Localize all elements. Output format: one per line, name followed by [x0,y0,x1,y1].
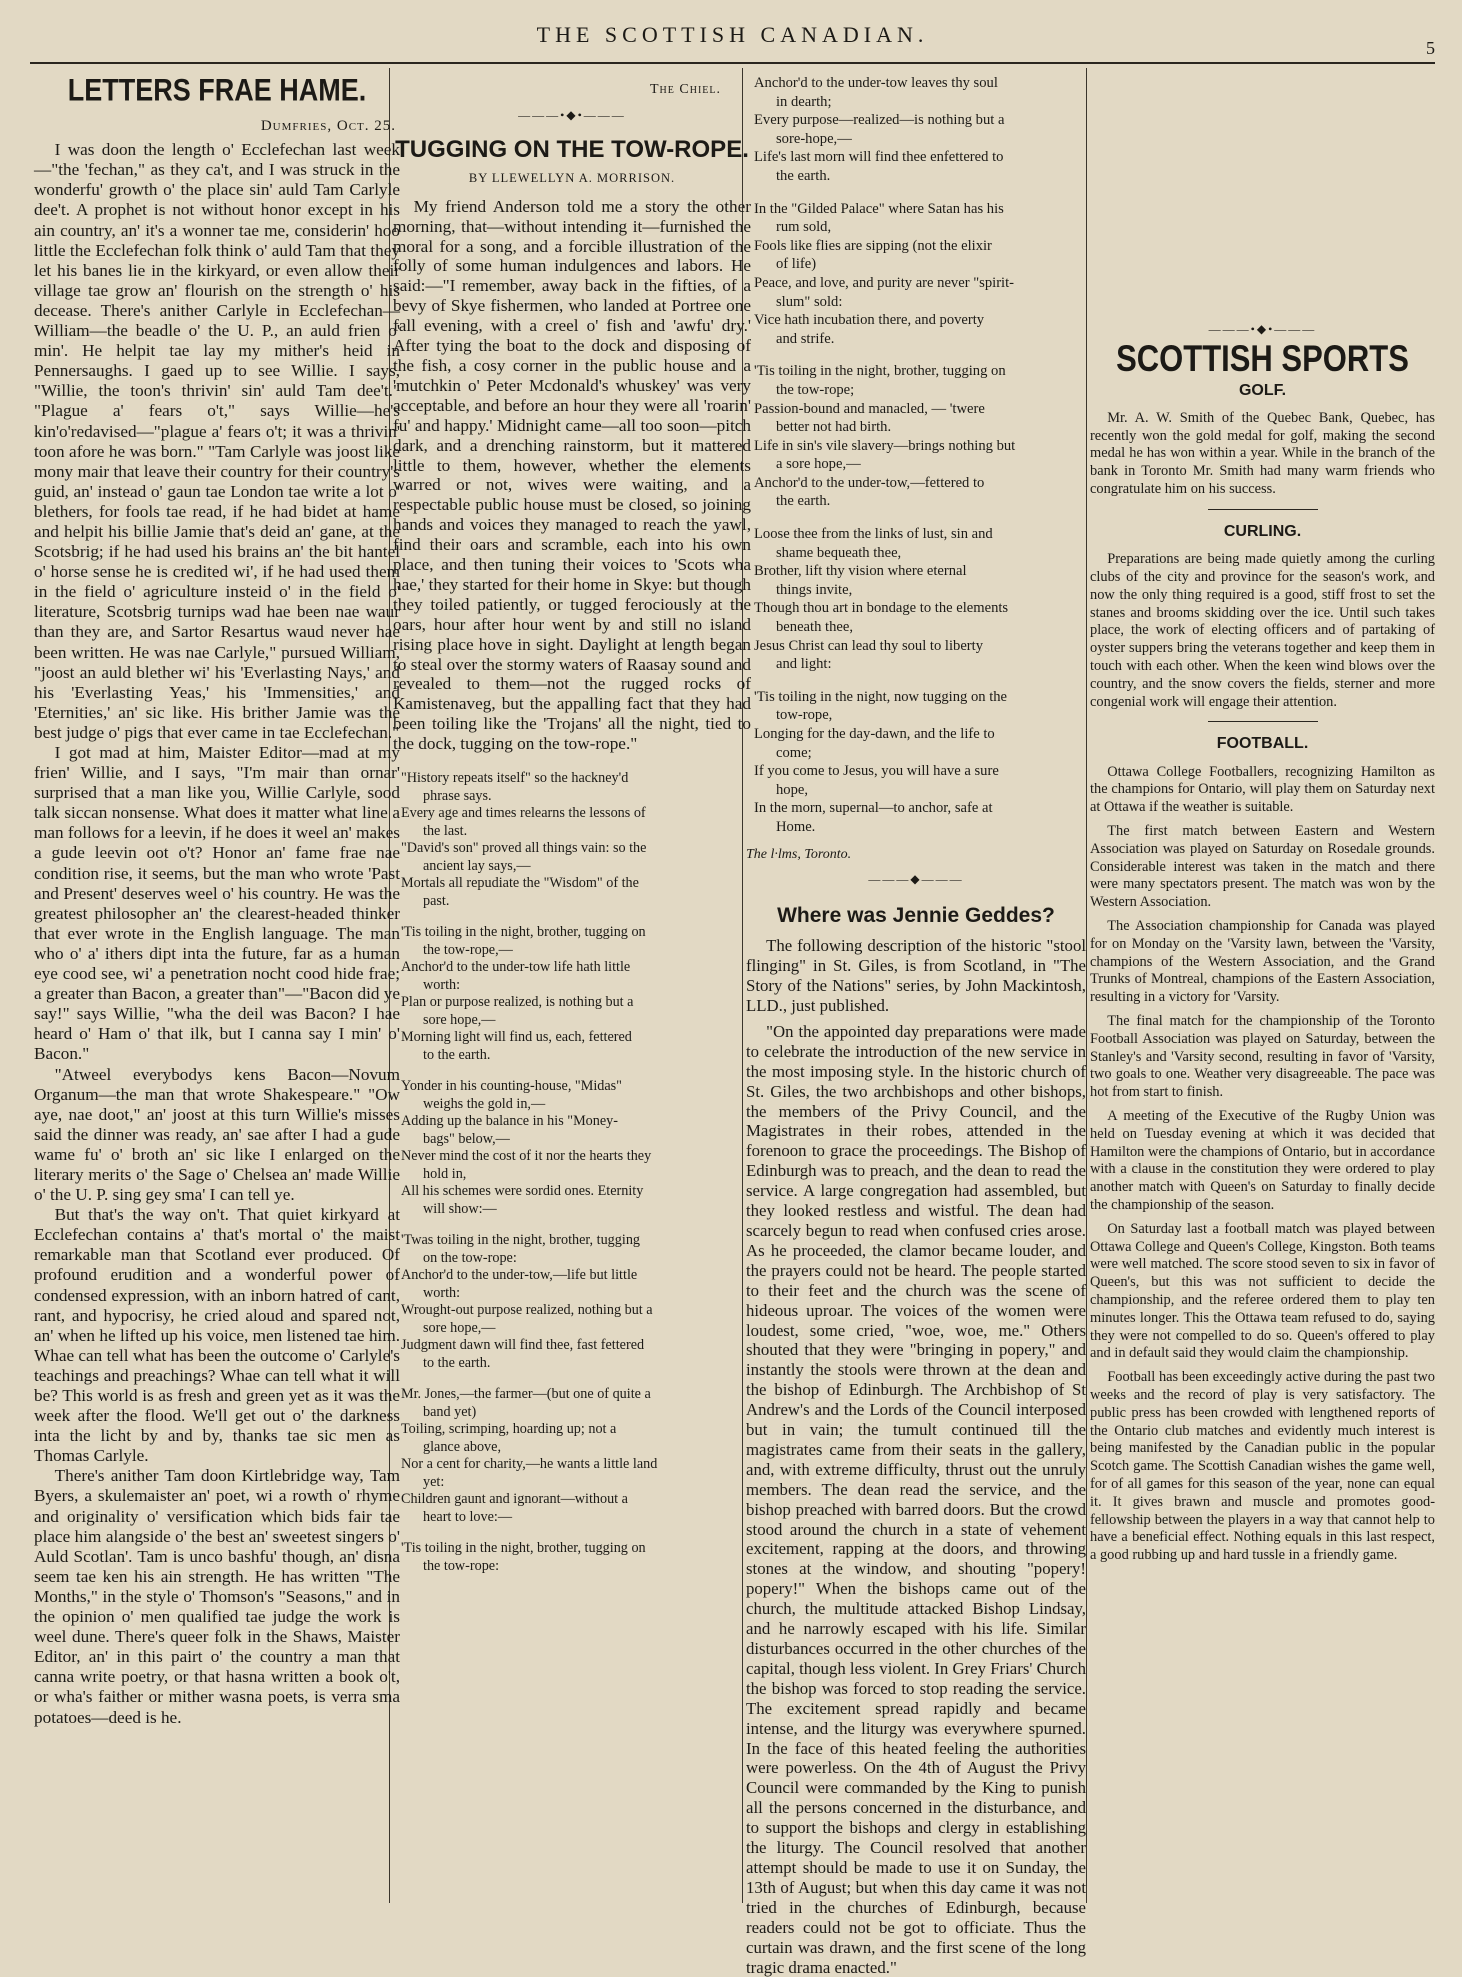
masthead [30,0,1435,60]
jennie-headline: Where was Jennie Geddes? [777,904,1055,928]
poem-line: In the morn, supernal—to anchor, safe at [754,800,993,817]
poem-line: Life in sin's vile slavery—brings nothing but [754,437,1016,454]
letters-paragraph: I was doon the length o' Ecclefechan last week—"the 'fechan," as they ca't, and I was struck in the wonderfu' growth o' the place sin' auld Tam Carlyle dee't. A prophet is not without honor except in his ain country, an' it's a wonner tae me, considerin' hoo little the Ecclefechan folk think o' auld Tam that they let his banes lie in the kirkyard, or even allow their village tae grow an' flourish on the strength o' his decease. There's anither Carlyle in Ecclefechan—William—the beadle o' the U. P., an auld frien o' min'. He helpit tae lay my mither's heid in Pennersaughs. I gaed up to see Willie. I says, "Willie, the toon's thrivin' sin' auld Tam dee't." "Plague a' fears o't," says Willie—he's kin'o'redavised—"plague a' fears o't; it was a thrivin' toon afore he was born." "Tam Carlyle was joost like mony mair that leave their country for their country's guid, an' instead o' gaun tae London tae write a lot o' blethers, for fools tae read, if he had bidet at hame and helpit his billie Jamie that's deid an' gane, at the Scotsbrig; if he had used his brains an' the bit hantel o' horse sense he is credited wi', if he had used them in the field o' agriculture insteid o' in the field o' literature, Scotsbrig turnips wad hae been nae waur than they are, and Sartor Resartus waud never hae been written. He was nae Carlyle," pursued William, "joost an auld blether wi' his 'Everlasting Nays,' and his 'Everlasting Yeas,' his 'Immensities,' and 'Eternities,' an' sic like. His brither Jamie was the best judge o' pigs that ever came in tae Ecclefechan." [34,140,400,742]
poem-line: Peace, and love, and purity are never "spirit- [754,274,1015,291]
poem-stanza [746,74,1086,186]
poem-line: Fools like flies are sipping (not the elixir [754,237,992,254]
section-ornament: ———◆——— [868,872,964,887]
football-heading: FOOTBALL. [1216,735,1309,753]
poem-line: Nor a cent for charity,—he wants a little land [401,1456,658,1473]
golf-heading: GOLF. [1238,381,1287,399]
poem-stanza [393,924,751,1064]
letters-paragraph: There's anither Tam doon Kirtlebridge way, Tam Byers, a skulemaister an' poet, wi a rowth o' rhyme and originality o' versification which bids fair tae place him alangside o' the best an' sweetest singers o' Auld Scotlan'. Tam is unco bashfu' though, an' disna seem tae ken his ain strength. He has written "The Months," in the style o' Thomson's "Seasons," and in the opinion o' men qualified tae judge the work is weel dune. There's queer folk in the Shaws, Maister Editor, an' in this pairt o' the country a man that canna write poetry, or that hasna written a book o't, or wha's faither or mither wasna poets, is verra sma potatoes—deed is he. [34,1466,400,1727]
poem-line: 'Tis toiling in the night, brother, tugging on [754,363,1006,380]
jennie-continuation-space [1090,74,1435,314]
golf-paragraph: Mr. A. W. Smith of the Quebec Bank, Quebec, has recently won the gold medal for golf, making the second medal he has won within a year. While in the branch of the bank in Toronto Mr. Smith had many warm friends who congratulate him on his success. [1090,409,1435,498]
poem-line: Morning light will find us, each, fettered [401,1029,632,1046]
poem-stanza [746,525,1086,674]
poem-line: Home. [776,818,816,835]
poem-stanza [746,688,1086,837]
column-3 [746,74,1086,1977]
poem-line: to the earth. [423,1046,491,1063]
poem-line: the last. [423,822,468,839]
poem-line: Passion-bound and manacled, — 'twere [754,400,985,417]
tugging-paragraph: My friend Anderson told me a story the other morning, that—without intending it—furnished the moral for a song, and a forcible illustration of the folly of some human indulgences and labors. He said:—"I remember, away back in the fifties, of a bevy of Skye fishermen, who landed at Portree one fall evening, with a creel o' fish and 'awfu' dry.' After tying the boat to the dock and disposing of the fish, a cosy corner in the public house and a 'mutchkin o' Peter Mcdonald's whuskey' was very acceptable, and before an hour they were all 'roarin' fu' and happy.' Midnight came—all too soon—pitch dark, and a drenching rainstorm, but it mattered little to them, however, whether the elements warred or not, wives were waiting, and a respectable public house must be closed, so joining hands and voices they managed to reach the yawl, find their oars and scramble, each into his own place, and then tuning their voices to 'Scots wha hae,' they started for their home in Skye: but though they toiled patiently, or tugged ferociously at the oars, hour after hour went by and still no island rising place hove in sight. Daylight at length began to steal over the stormy waters of Raasay sound and revealed to them—not the rugged rocks of Kamistenaveg, but the appalling fact that they had been toiling like the 'Trojans' all the night, tied to the dock, tugging on the tow-rope." [393,196,751,754]
poem-line: hold in, [423,1165,467,1182]
letters-headline: LETTERS FRAE HAME. [67,72,367,108]
poem-line: past. [423,892,450,909]
jennie-intro: The following description of the historic "stool flinging" in St. Giles, is from Scotland, in "The Story of the Nations" series, by John Mackintosh, LLD., just published. [746,936,1086,1015]
poem-line: Loose thee from the links of lust, sin and [754,526,993,543]
poem-line: come; [776,744,812,761]
poem-line: sore hope,— [423,1011,496,1028]
column-1 [34,74,400,1905]
section-ornament: ———•◆•——— [1208,322,1317,336]
letters-paragraph: "Atweel everybodys kens Bacon—Novum Organum—the man that wrote Shakespeare." "Ow aye, nae doot," an' joost at this turn Willie's misses said the dinner was ready, an' sae after I had a gude wame fu' o' broth an' sic like I enlarged on the literary merits o' the Sage o' Chelsea an' made Willie o' the U. P. sing gey sma' I can tell ye. [34,1064,400,1205]
poem-line: yet: [423,1473,445,1490]
poem-line: Anchor'd to the under-tow leaves thy soul [754,75,998,91]
football-paragraph: Football has been exceedingly active during the past two weeks and the record of play is very satisfactory. The public press has been crowded with lengthened reports of the Ontario club matches and evidently much interest is being manifested by the Canadian public in the popular Scotch game. The Scottish Canadian wishes the game well, for of all games for this season of the year, none can equal it. It gives brawn and muscle and promotes good-fellowship between the players in a way that cannot help to have a beneficial effect. Nothing equals in this last respect, a good rubbing up and hard tussle in a friendly game. [1090,1369,1435,1564]
letters-dateline: Dumfries, Oct. 25. [260,118,396,135]
poem-line: sore hope,— [423,1319,496,1336]
poem-line: to the earth. [423,1354,491,1371]
poem-line: Plan or purpose realized, is nothing but a [401,994,634,1011]
poem-line: "History repeats itself" so the hackney'd [401,770,629,787]
poem-line: 'Tis toiling in the night, brother, tugging on [401,924,646,941]
poem-line: and light: [776,656,832,673]
poem-line: worth: [423,976,461,993]
poem-line: sore-hope,— [776,130,852,147]
poem-line: Mr. Jones,—the farmer—(but one of quite a [401,1386,651,1403]
poem-line: In the "Gilded Palace" where Satan has his [754,200,1004,217]
poem-line: band yet) [423,1403,477,1420]
poem-line: rum sold, [776,219,832,236]
poem-line: a sore hope,— [776,456,861,473]
football-paragraph: On Saturday last a football match was played between Ottawa College and Queen's College, Kingston. Both teams were well matched. The score stood seven to six in favor of Queen's, but this was not sufficient to decide the championship, and the referee ordered them to play ten minutes longer. This the Ottawa team refused to do, saying they were not compelled to do so. Queen's offered to play and in default said they would claim the championship. [1090,1220,1435,1362]
poem-line: Anchor'd to the under-tow,—fettered to [754,474,985,491]
football-paragraph: Ottawa College Footballers, recognizing Hamilton as the champions for Ontario, will play them on Saturday next at Ottawa if the weather is suitable. [1090,763,1435,816]
sports-headline: SCOTTISH SPORTS [1116,337,1409,380]
poem-line: glance above, [423,1438,501,1455]
poem-line: things invite, [776,581,853,598]
column-2 [393,74,751,1905]
poem-line: will show:— [423,1200,497,1217]
tugging-poem-part-1 [393,770,751,1575]
letters-signature: The Chiel. [650,82,721,97]
poem-line: Though thou art in bondage to the elements [754,600,1009,617]
poem-line: Anchor'd to the under-tow,—life but little [401,1267,638,1284]
poem-line: Brother, lift thy vision where eternal [754,563,967,580]
poem-line: Judgment dawn will find thee, fast fettered [401,1337,645,1354]
poem-line: "David's son" proved all things vain: so the [401,840,647,857]
poem-line: Anchor'd to the under-tow life hath little [401,959,631,976]
section-rule [1208,509,1318,510]
poem-line: beneath thee, [776,619,853,636]
poem-line: the earth. [776,167,831,184]
poem-line: in dearth; [776,93,832,110]
poem-line: the tow-rope: [423,1557,500,1574]
poem-credit: The l·lms, Toronto. [746,846,852,862]
poem-line: 'Tis toiling in the night, now tugging on the [754,688,1008,705]
poem-line: worth: [423,1284,461,1301]
poem-stanza [393,1386,751,1526]
poem-line: Longing for the day-dawn, and the life to [754,726,995,742]
poem-line: Never mind the cost of it nor the hearts they [401,1148,652,1165]
poem-line: Every age and times relearns the lessons of [401,805,646,822]
section-ornament: ———•◆•——— [518,107,626,122]
poem-line: 'Tis toiling in the night, brother, tugging on [401,1540,646,1557]
poem-stanza [393,1078,751,1218]
poem-line: hope, [776,781,809,798]
poem-line: Yonder in his counting-house, "Midas" [401,1078,622,1095]
football-paragraph: A meeting of the Executive of the Rugby Union was held on Tuesday evening at which it was decided that Hamilton were the champions of Ontario, but in accordance with a clause in the constitution they were ordered to play another match with Queen's on Saturday to finally decide the championship of the season. [1090,1107,1435,1213]
poem-line: bags" below,— [423,1130,510,1147]
poem-line: Jesus Christ can lead thy soul to liberty [754,637,984,654]
poem-line: weighs the gold in,— [423,1095,546,1112]
poem-line: Children gaunt and ignorant—without a [401,1491,628,1508]
poem-line: Life's last morn will find thee enfettered to [754,149,1004,166]
poem-line: ancient lay says,— [423,857,531,874]
newspaper-title: THE SCOTTISH CANADIAN. [536,22,929,47]
poem-stanza [746,362,1086,511]
poem-line: 'Twas toiling in the night, brother, tugging [401,1232,641,1249]
poem-line: Wrought-out purpose realized, nothing but a [401,1302,653,1319]
poem-line: All his schemes were sordid ones. Eternity [401,1183,644,1200]
football-paragraph: The final match for the championship of the Toronto Football Association was played on Saturday, between the Stanley's and 'Varsity second, resulting in favor of 'Varsity, two goals to one. Weather very disagreeable. The pace was hot from start to finish. [1090,1013,1435,1101]
poem-line: tow-rope, [776,707,833,724]
poem-stanza [393,770,751,910]
jennie-body: "On the appointed day preparations were made to celebrate the introduction of the new service in the most imposing style. In the historic church of St. Giles, the two archbishops and other bishops, the members of the Privy Council, and the Magistrates in their robes, attended in the forenoon to grace the proceedings. The Bishop of Edinburgh was to preach, and the dean to read the service. A large congregation had assembled, but they looked restless and wistful. The dean had scarcely begun to read when confused cries arose. As he proceeded, the clamor became louder, and the prayers could not be heard. The people started to their feet and the church was the scene of hideous uproar. The voices of the women were loudest, some cried, "woe, woe, me." Others shouted that they were "bringing in popery," and instantly the stools were thrown at the dean and the bishop of Edinburgh. The Archbishop of St Andrew's and the Lords of the Council interposed but in vain; the tumult continued till the magistrates came from their seats in the gallery, and, with extreme difficulty, thrust out the unruly members. The dean read the service, and the bishop preached with barred doors. But the crowd stood around the church in a state of vehement excitement, rapping at the doors, and throwing stones at the window, and shouting "popery! popery!" When the bishops came out of the church, the multitude attacked Bishop Lindsay, and he narrowly escaped with his life. Similar disturbances occurred in the other churches of the capital, though less violent. In Grey Friars' Church the bishop was forced to stop reading the service. The excitement spread rapidly and became intense, and the liturgy was everywhere spurned. In the face of this heated feeling the authorities were powerless. On the 4th of August the Privy Council were commanded by the King to punish all the persons concerned in the disturbance, and to support the bishops and clergy in establishing the liturgy. The Council resolved that another attempt should be made to use it on Sunday, the 13th of August; but when this day came it was not tried in the churches of Edinburgh, because readers could not be got to officiate. Thus the curtain was drawn, and the first scene of the long tragic drama enacted." [746,1021,1086,1977]
poem-stanza [393,1232,751,1372]
football-paragraph: The first match between Eastern and Western Association was played on Saturday on Rosedale grounds. Considerable interest was taken in the match and there were many spectators present. The match was won by the Western Association. [1090,823,1435,911]
poem-line: Toiling, scrimping, hoarding up; not a [401,1421,617,1438]
column-4 [1090,74,1435,1905]
poem-line: better not had birth. [776,419,892,436]
tugging-byline: BY LLEWELLYN A. MORRISON. [468,170,676,185]
football-paragraph: The Association championship for Canada was played for on Monday on the 'Varsity lawn, between the 'Varsity, champions of the Western Association, and the Grand Trunks of Montreal, champions of the Eastern Association, resulting in a victory for 'Varsity. [1090,918,1435,1006]
poem-line: and strife. [776,330,835,347]
page-number: 5 [1426,38,1435,58]
poem-line: phrase says. [423,787,492,804]
section-rule [1208,721,1318,722]
poem-line: Every purpose—realized—is nothing but a [754,112,1005,129]
poem-line: If you come to Jesus, you will have a sure [754,763,999,780]
poem-line: on the tow-rope: [423,1249,517,1266]
poem-line: of life) [776,256,817,273]
curling-heading: CURLING. [1223,522,1302,540]
poem-line: the earth. [776,493,831,510]
poem-line: Vice hath incubation there, and poverty [754,312,985,329]
poem-line: the tow-rope; [776,381,855,398]
poem-stanza [746,200,1086,349]
poem-stanza [393,1540,751,1575]
masthead-rule [30,62,1435,64]
tugging-poem-part-2 [746,74,1086,837]
poem-line: Mortals all repudiate the "Wisdom" of the [401,875,639,892]
letters-paragraph: But that's the way on't. That quiet kirkyard at Ecclefechan contains a' that's mortal o' the maist remarkable man that Scotland ever produced. Of profound erudition and a wonderful power of condensed expression, with an inborn hatred of cant, rant, and hypocrisy, he cried aloud and spared not, an' when he lifted up his voice, men listened tae him. Whae can tell what has been the outcome o' Carlyle's teachings and preachings? Whae can tell what it will be? This world is as fresh and green yet as it was the week after the flood. We'll get out o' the darkness inta the licht by and by, thanks tae sic men as Thomas Carlyle. [34,1205,400,1466]
poem-line: the tow-rope,— [423,941,513,958]
poem-line: shame bequeath thee, [776,544,902,561]
curling-paragraph: Preparations are being made quietly among the curling clubs of the city and province for the season's work, and now the only thing required is a good, stiff frost to set the stanes and brooms skidding over the ice. Until such takes place, the work of electing officers and of partaking of oyster suppers bring the veterans together and keep them in touch with each other. When the keen wind blows over the country, and the snow covers the fields, sterner and more congenial work will engage their attention. [1090,551,1435,710]
poem-line: Adding up the balance in his "Money- [401,1113,618,1130]
column-divider [1086,68,1087,1903]
tugging-headline: TUGGING ON THE TOW-ROPE. [395,135,749,163]
poem-line: heart to love:— [423,1508,513,1525]
letters-paragraph: I got mad at him, Maister Editor—mad at my frien' Willie, and I says, "I'm mair than ornar' surprised that a man like you, Willie Carlyle, sood talk siccan nonsense. What does it matter what line a man follows for a leevin, if he does it weel an' makes a gude leevin oot o't? Honor an' fame frae nae condition rise, it seems, but the man who wrote 'Past and Present' deserves weel o' his country. He was the greatest philosopher an' the clearest-headed thinker that ever wrote in the English language. The man who o' a' ithers dipt inta the future, far as a human eye cood see, wi' a penetration nocht cood hide frae; a greater than Bacon, a greater than"—"Bacon did ye say!" says Willie, "wha the deil was Bacon? I hae heard o' Ham o' that ilk, but I canna say I min' o' Bacon." [34,743,400,1064]
poem-line: slum" sold: [776,293,843,310]
